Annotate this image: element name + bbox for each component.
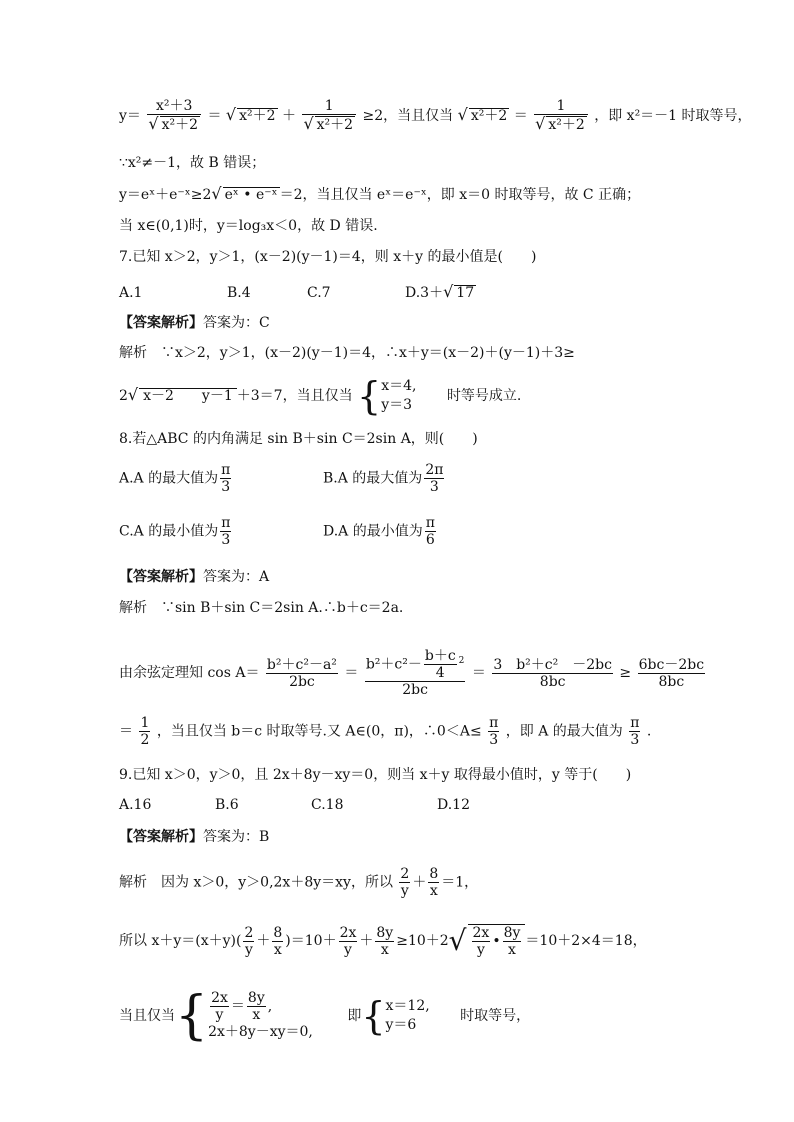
question-9-options xyxy=(119,798,470,812)
numerator: b²＋c²－ $\frac{b+c}{4}$ $^2$ xyxy=(365,648,465,682)
denominator: y xyxy=(400,883,409,900)
radicand: eˣ • e⁻ˣ xyxy=(224,187,278,203)
option-b xyxy=(323,462,446,495)
answer-tag: 【答案解析】 xyxy=(119,829,203,845)
denominator: x xyxy=(429,883,438,900)
fraction xyxy=(534,98,588,133)
solution-line-3: y＝eˣ＋e⁻ˣ≥2√ eˣ • e⁻ˣ ＝2，当且仅当 eˣ＝e⁻ˣ，即 x＝0 时取等号，故 C 正确； xyxy=(119,184,641,203)
denominator: 3 xyxy=(221,479,231,496)
denominator: x xyxy=(273,941,282,958)
answer-line-9 xyxy=(119,830,269,844)
fraction xyxy=(425,515,436,548)
denominator: y xyxy=(244,941,253,958)
denominator: x xyxy=(252,1007,261,1024)
text: 所以 x＋y＝(x＋y)( xyxy=(119,933,242,950)
denominator: 3 xyxy=(221,532,231,549)
numerator: 3 b²＋c² －2bc xyxy=(493,656,612,673)
question-9-stem: 9.已知 x＞0，y＞0，且 2x＋8y－xy＝0，则当 x＋y 取得最小值时，y 等于( ) xyxy=(119,767,632,783)
question-7-options xyxy=(119,284,476,300)
fraction xyxy=(488,715,499,748)
text: ＋ xyxy=(256,933,271,950)
option-c xyxy=(119,515,233,548)
q9-solution-1 xyxy=(119,866,478,899)
text: B.A 的最大值为 xyxy=(323,470,423,487)
q8-solution-1: 解析 ∵sin B＋sin C＝2sin A.∴b＋c＝2a. xyxy=(119,600,404,616)
brace: { xyxy=(357,374,382,418)
text: 由余弦定理知 cos A＝ xyxy=(119,665,260,682)
numerator: π xyxy=(630,715,640,731)
text: ＝10＋2×4＝18， xyxy=(525,933,647,950)
denominator: 6 xyxy=(425,532,435,549)
answer-tag: 【答案解析】 xyxy=(119,315,203,331)
fraction xyxy=(428,866,439,899)
option-a xyxy=(119,462,233,495)
question-7-stem: 7.已知 x＞2，y＞1，(x－2)(y－1)＝4，则 x＋y 的最小值是( ) xyxy=(119,249,537,265)
answer-text: 答案为：A xyxy=(203,569,270,585)
denominator: 2bc xyxy=(402,682,428,699)
text: ＝ xyxy=(207,107,222,124)
text: D.A 的最小值为 xyxy=(323,523,423,540)
text: ＝ xyxy=(513,107,528,124)
denominator: y xyxy=(476,942,485,959)
equation-system: $\frac{2x}{y}$ ＝ $\frac{8y}{x}$ , 2x＋8y－xy＝0, xyxy=(208,990,313,1041)
q7-solution-2: 2√ x－2 y－1 ＋3＝7，当且仅当 { x＝4, y＝3 时等号成立. xyxy=(119,374,522,418)
fraction xyxy=(375,925,394,958)
text: 解析 因为 x＞0，y＞0,2x＋8y＝xy，所以 xyxy=(119,874,393,891)
denominator: 8bc xyxy=(539,673,566,690)
fraction xyxy=(638,657,705,690)
option-d xyxy=(323,515,438,548)
text: ＋ xyxy=(412,874,427,891)
radicand: $\frac{2x}{y}$ • $\frac{8y}{x}$ xyxy=(468,924,526,958)
text: ，即 A 的最大值为 xyxy=(505,723,623,740)
fraction xyxy=(302,98,356,133)
denominator: 3 xyxy=(489,732,499,749)
radicand: 17 xyxy=(456,285,475,301)
radicand: x²＋2 xyxy=(239,107,276,124)
answer-tag: 【答案解析】 xyxy=(119,569,203,585)
numerator: 2x xyxy=(472,925,490,941)
brace: { xyxy=(361,994,386,1039)
numerator: 2 xyxy=(244,924,254,941)
fraction xyxy=(472,925,491,958)
numerator: x²＋3 xyxy=(147,98,201,115)
text: ，当且仅当 b＝c 时取等号.又 A∈(0，π)，∴0＜A≤ xyxy=(156,723,482,740)
radicand: x²＋2 xyxy=(161,117,198,134)
numerator: 8y xyxy=(503,925,521,941)
answer-line-7 xyxy=(119,316,270,330)
numerator: π xyxy=(425,515,435,531)
text: 时等号成立. xyxy=(446,388,522,404)
text: 2 xyxy=(119,388,128,404)
text: ＝ xyxy=(471,665,486,682)
denominator: √ x²＋2 xyxy=(148,114,198,134)
inner-fraction xyxy=(424,648,457,681)
denominator: 3 xyxy=(429,479,439,496)
text: 即 xyxy=(347,1008,362,1025)
fraction xyxy=(139,715,150,748)
numerator: π xyxy=(221,515,231,531)
text: 时取等号， xyxy=(460,1008,531,1025)
denominator: x xyxy=(380,941,389,958)
q9-solution-2: 所以 x＋y＝(x＋y)( $\frac{2}{y}$ ＋ $\frac{8}{x}$ )＝10＋ $\frac{2x}{y}$ ＋ $\frac{8y}{x}$ ≥10＋2√ $\frac{2x}{y}$ • $\frac{8y}{x}$ ＝10＋2×4＝18， xyxy=(119,924,647,959)
radicand: x²＋2 xyxy=(316,117,354,134)
radicand: x²＋2 xyxy=(470,107,508,124)
fraction xyxy=(210,990,229,1023)
numerator: 1 xyxy=(302,98,356,115)
fraction xyxy=(629,715,640,748)
text: y＝ xyxy=(119,107,141,124)
fraction xyxy=(399,866,410,899)
fraction xyxy=(492,657,613,690)
numerator: 8 xyxy=(429,866,439,882)
fraction xyxy=(365,648,466,698)
denominator: 3 xyxy=(630,732,640,749)
radicand: x－2 y－1 xyxy=(139,388,237,403)
text: ＝ xyxy=(119,723,133,740)
text: )＝10＋ xyxy=(285,933,337,950)
question-8-stem: 8.若△ABC 的内角满足 sin B＋sin C＝2sin A，则( ) xyxy=(119,431,478,447)
numerator: 2x xyxy=(211,990,228,1006)
equation-system: x＝4, y＝3 xyxy=(381,378,417,413)
option-a: A.1 xyxy=(119,285,143,301)
fraction xyxy=(220,515,231,548)
q7-solution-1: 解析 ∵x＞2，y＞1，(x－2)(y－1)＝4，∴x＋y＝(x－2)＋(y－1)＋3≥ xyxy=(119,345,575,361)
denominator: x xyxy=(508,942,516,959)
numerator: 6bc－2bc xyxy=(638,656,705,673)
denominator: 2bc xyxy=(289,673,315,690)
denominator: 2 xyxy=(140,732,150,749)
option-d: D.12 xyxy=(437,797,470,813)
option-c: C.7 xyxy=(307,285,331,301)
text: ≥10＋2 xyxy=(396,933,449,950)
numerator: 2π xyxy=(425,462,444,478)
numerator: 2x xyxy=(339,924,357,941)
option-b: B.6 xyxy=(215,797,239,813)
solution-line-1: y＝ $\frac{\text{x²＋3}}{\text{√ x²＋2}}$ ＝ √ x²＋2 ＋ $\frac{1}{\text{√ x²＋2}}$ ≥2，当且仅当 √ x²＋2 ＝ $\frac{1}{\text{√ x²＋2}}$ ，即 x²＝－1 时取等号， xyxy=(119,98,752,134)
text: ≥ xyxy=(619,665,632,682)
text: . xyxy=(646,723,652,740)
fraction xyxy=(339,925,358,958)
solution-line-4: 当 x∈(0,1)时，y＝log₃x＜0，故 D 错误. xyxy=(119,218,378,234)
numerator: 1 xyxy=(140,715,150,731)
numerator: π xyxy=(221,462,231,478)
text: ＝ xyxy=(344,665,359,682)
text: ＝1， xyxy=(441,874,479,891)
numerator: b＋c xyxy=(424,648,456,664)
numerator: b²＋c²－a² xyxy=(266,656,337,673)
text: ＋ xyxy=(281,107,296,124)
equation-system: x＝12, y＝6 xyxy=(385,998,430,1034)
numerator: 2 xyxy=(400,866,410,882)
answer-line-8 xyxy=(119,570,269,584)
q8-solution-2 xyxy=(119,648,707,698)
solution-line-2: ∵x²≠－1，故 B 错误； xyxy=(119,155,266,171)
numerator: 8 xyxy=(273,924,283,941)
denominator: y xyxy=(344,941,352,958)
option-d: D.3＋√ 17 xyxy=(405,282,475,301)
denominator: 4 xyxy=(435,665,445,682)
denominator: y xyxy=(215,1007,224,1024)
answer-text: 答案为：B xyxy=(203,829,270,845)
denominator: √ x²＋2 xyxy=(303,114,354,134)
option-c: C.18 xyxy=(311,797,344,813)
text: ，即 x²＝－1 时取等号， xyxy=(594,107,752,124)
text: y＝eˣ＋e⁻ˣ≥2 xyxy=(119,187,212,203)
numerator: 8y xyxy=(247,990,265,1006)
option-b: B.4 xyxy=(227,285,251,301)
fraction xyxy=(266,657,338,690)
numerator: 8y xyxy=(376,924,394,941)
numerator: π xyxy=(489,715,499,731)
denominator: 8bc xyxy=(658,673,685,690)
text: ＋3＝7，当且仅当 xyxy=(236,388,353,404)
denominator: √ x²＋2 xyxy=(535,114,585,134)
fraction xyxy=(503,925,522,958)
exponent: 2 xyxy=(458,655,465,666)
radicand: x²＋2 xyxy=(548,117,585,134)
fraction xyxy=(220,462,231,495)
fraction xyxy=(243,925,254,958)
text: ≥2，当且仅当 xyxy=(362,107,454,124)
text: 当且仅当 xyxy=(119,1008,175,1025)
brace: { xyxy=(175,986,209,1047)
fraction xyxy=(247,990,266,1023)
text: ＝2，当且仅当 eˣ＝e⁻ˣ，即 x＝0 时取等号，故 C 正确； xyxy=(279,187,641,203)
numerator: 1 xyxy=(534,98,588,115)
q8-solution-3 xyxy=(119,715,651,748)
q9-solution-3 xyxy=(119,986,531,1047)
fraction xyxy=(272,925,283,958)
fraction xyxy=(147,98,201,133)
option-a: A.16 xyxy=(119,797,152,813)
text: C.A 的最小值为 xyxy=(119,523,219,540)
answer-text: 答案为：C xyxy=(203,315,270,331)
fraction xyxy=(424,462,444,495)
text: A.A 的最大值为 xyxy=(119,470,219,487)
text: ＋ xyxy=(359,933,374,950)
